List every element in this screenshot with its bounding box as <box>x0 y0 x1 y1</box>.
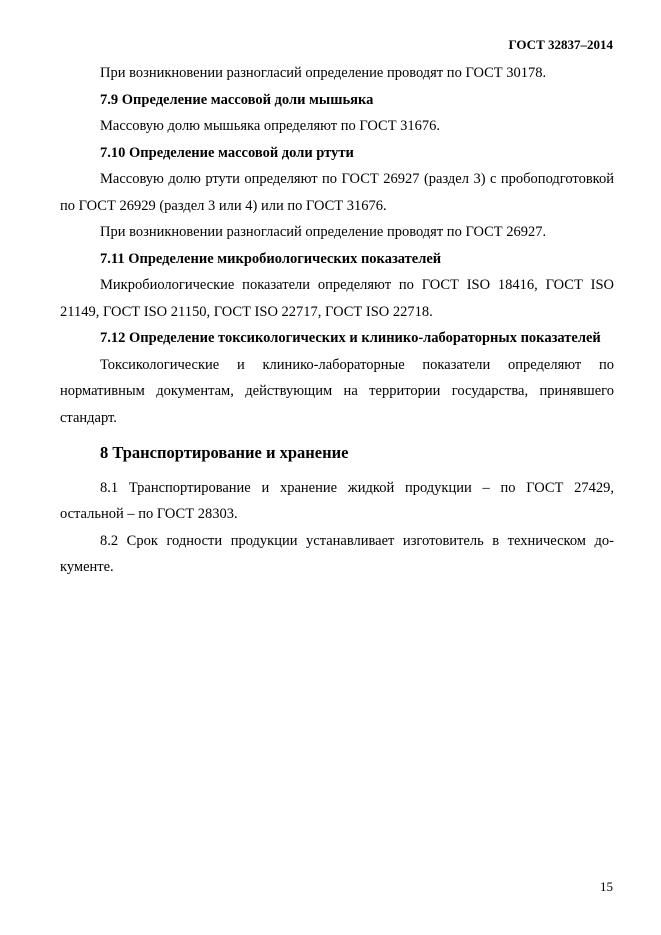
subsection-heading-7-11: 7.11 Определение микробиологических показателей <box>100 250 442 267</box>
standard-code-header: ГОСТ 32837–2014 <box>508 37 613 52</box>
paragraph-text: Микробиологические показатели определяют по ГОСТ ISO 18416, ГОСТ ISO 21149, ГОСТ ISO 21150, ГОСТ ISO 22717, ГОСТ ISO 22718. <box>60 277 614 320</box>
paragraph-text: Массовую долю мышьяка определяют по ГОСТ 31676. <box>100 118 441 134</box>
subsection-heading-7-9: 7.9 Определение массовой доли мышьяка <box>100 91 374 108</box>
section-heading-8: 8 Транспортирование и хранение <box>100 443 349 462</box>
paragraph-text: При возникновении разногласий определение проводят по ГОСТ 30178. <box>100 65 547 81</box>
paragraph-text: 8.2 Срок годности продукции устанавливает изготовитель в техническом документе. <box>60 532 614 575</box>
paragraph-text: При возникновении разногласий определение проводят по ГОСТ 26927. <box>100 224 547 240</box>
paragraph-text: 8.1 Транспортирование и хранение жидкой продукции – по ГОСТ 27429, остальной – по ГОСТ 28303. <box>60 479 614 522</box>
subsection-heading-7-10: 7.10 Определение массовой доли ртути <box>100 144 354 161</box>
paragraph-text: Токсикологические и клинико-лабораторные показатели определяют по нормативным документам, действующим на территории государства, принявшего стандарт. <box>60 356 614 426</box>
paragraph-text: Массовую долю ртути определяют по ГОСТ 26927 (раздел 3) с пробоподготовкой по ГОСТ 26929 (раздел 3 или 4) или по ГОСТ 31676. <box>60 171 614 214</box>
page-number: 15 <box>600 879 613 894</box>
document-body <box>60 60 614 581</box>
subsection-heading-7-12: 7.12 Определение токсикологических и клинико-лабораторных показателей <box>100 330 601 346</box>
